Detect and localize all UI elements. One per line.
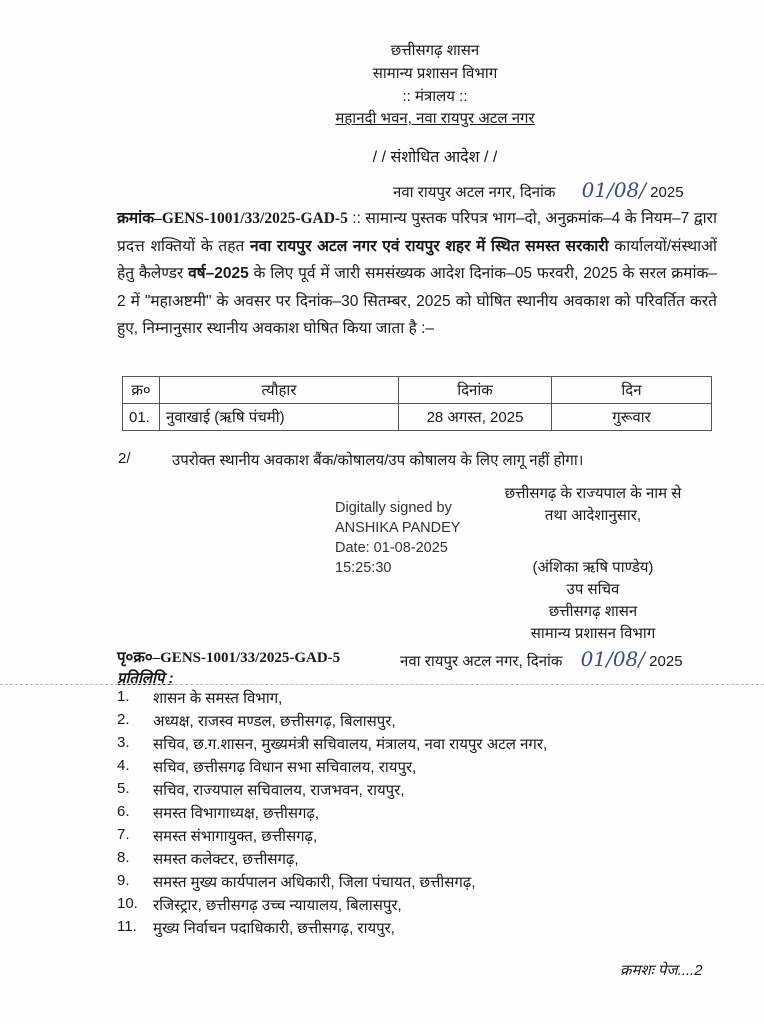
copy-label: प्रतिलिपि : [117, 670, 174, 687]
holiday-table [122, 376, 712, 431]
list-item [117, 711, 547, 734]
list-number: 2. [117, 711, 130, 728]
list-number: 7. [117, 826, 130, 843]
continued-footer: क्रमशः पेज....2 [620, 962, 703, 979]
list-number: 6. [117, 803, 130, 820]
fold-line [0, 684, 764, 685]
list-text: सचिव, राज्यपाल सचिवालय, राजभवन, रायपुर, [153, 782, 405, 799]
place-date [393, 178, 684, 202]
body-text: :: सामान्य पुस्तक परिपत्र भाग–दो, अनुक्रमांक–4 के नियम–7 द्वारा प्रदत्त शक्तियों के तहत [117, 210, 717, 255]
order-by-line: छत्तीसगढ़ के राज्यपाल के नाम से [504, 485, 682, 502]
list-item [117, 757, 547, 780]
list-text: सचिव, छ.ग.शासन, मुख्यमंत्री सचिवालय, मंत्रालय, नवा रायपुर अटल नगर, [153, 736, 548, 753]
list-number: 10. [117, 895, 138, 912]
header-dept: सामान्य प्रशासन विभाग [372, 65, 498, 82]
place-date-label: नवा रायपुर अटल नगर, दिनांक [393, 184, 556, 201]
handwritten-date: 01/08/ [581, 178, 646, 202]
list-text: रजिस्ट्रार, छत्तीसगढ़ उच्च न्यायालय, बिलासपुर, [153, 897, 402, 914]
list-number: 9. [117, 872, 130, 889]
cell-festival: नुवाखाई (ऋषि पंचमी) [160, 404, 399, 431]
endorsement-place: नवा रायपुर अटल नगर, दिनांक [400, 653, 563, 670]
list-item [117, 849, 547, 872]
col-serial: क्र० [123, 377, 160, 404]
list-number: 4. [117, 757, 130, 774]
col-festival: त्यौहार [160, 377, 399, 404]
para-2-number: 2/ [118, 450, 131, 467]
digital-signature [335, 498, 460, 578]
signatory-name: (अंशिका ऋषि पाण्डेय) [532, 559, 654, 576]
list-text: समस्त कलेक्टर, छत्तीसगढ़, [153, 851, 299, 868]
list-number: 3. [117, 734, 130, 751]
body-text: कार्यालयों/संस्थाओं हेतु कैलेण्डर [117, 237, 717, 282]
cell-day: गुरूवार [552, 404, 712, 431]
col-day: दिन [552, 377, 712, 404]
list-item [117, 734, 547, 757]
copy-list [117, 688, 547, 941]
list-text: सचिव, छत्तीसगढ़ विधान सभा सचिवालय, रायपुर, [153, 759, 417, 776]
list-number: 8. [117, 849, 130, 866]
body-bold-text: नवा रायपुर अटल नगर एवं रायपुर शहर में स्थित समस्त सरकारी [250, 237, 609, 255]
table-header-row [123, 377, 712, 404]
endorsement-reference: पृ०क्र०–GENS-1001/33/2025-GAD-5 [117, 650, 341, 666]
list-text: समस्त संभागायुक्त, छत्तीसगढ़, [153, 828, 318, 845]
list-item [117, 918, 547, 941]
table-row [123, 404, 712, 431]
cell-serial: 01. [123, 404, 160, 431]
sign-name: ANSHIKA PANDEY [335, 520, 461, 536]
header-ministry: :: मंत्रालय :: [402, 88, 468, 105]
list-text: समस्त मुख्य कार्यपालन अधिकारी, जिला पंचायत, छत्तीसगढ़, [153, 874, 476, 891]
body-text: के लिए पूर्व में जारी समसंख्यक आदेश दिनांक–05 फरवरी, 2025 के सरल क्रमांक–2 में "महाअष्टमी" के अवसर पर दिनांक–30 सितम्बर, 2025 को घोषित स्थानीय अवकाश को परिवर्तित करते हुए, निम्नानुसार स्थानीय अवकाश घोषित किया जाता है :– [117, 265, 717, 337]
order-title: / / संशोधित आदेश / / [372, 149, 498, 166]
order-by-line-2: तथा आदेशानुसार, [544, 507, 642, 524]
endorsement-year: 2025 [649, 653, 683, 670]
handwritten-date: 01/08/ [580, 647, 645, 671]
list-text: अध्यक्ष, राजस्व मण्डल, छत्तीसगढ़, बिलासपुर, [153, 713, 396, 730]
sign-line: Digitally signed by [335, 500, 452, 516]
place-date-year: 2025 [650, 184, 684, 201]
list-text: समस्त विभागाध्यक्ष, छत्तीसगढ़, [153, 805, 320, 822]
order-reference: क्रमांक–GENS-1001/33/2025-GAD-5 [117, 210, 348, 227]
list-text: मुख्य निर्वाचन पदाधिकारी, छत्तीसगढ़, रायपुर, [153, 920, 395, 937]
col-date: दिनांक [399, 377, 552, 404]
list-number: 1. [117, 688, 130, 705]
sign-time: 15:25:30 [335, 560, 392, 576]
para-2-text: उपरोक्त स्थानीय अवकाश बैंक/कोषालय/उप कोषालय के लिए लागू नहीं होगा। [172, 452, 584, 469]
cell-date: 28 अगस्त, 2025 [399, 404, 552, 431]
list-item [117, 780, 547, 803]
list-item [117, 826, 547, 849]
signatory-designation: उप सचिव [566, 581, 620, 598]
list-item [117, 872, 547, 895]
body-bold-year: वर्ष–2025 [188, 265, 249, 282]
header-govt: छत्तीसगढ़ शासन [390, 42, 480, 59]
header-address: महानदी भवन, नवा रायपुर अटल नगर [335, 110, 535, 127]
list-number: 5. [117, 780, 130, 797]
list-text: शासन के समस्त विभाग, [153, 690, 283, 707]
endorsement-place-date [400, 647, 683, 671]
sign-date: Date: 01-08-2025 [335, 540, 448, 556]
list-item [117, 895, 547, 918]
signatory-govt: छत्तीसगढ़ शासन [548, 603, 638, 620]
signatory-block [478, 483, 708, 645]
list-item [117, 803, 547, 826]
list-number: 11. [117, 918, 137, 935]
order-body [117, 205, 717, 343]
list-item [117, 688, 547, 711]
signatory-dept: सामान्य प्रशासन विभाग [530, 625, 656, 642]
